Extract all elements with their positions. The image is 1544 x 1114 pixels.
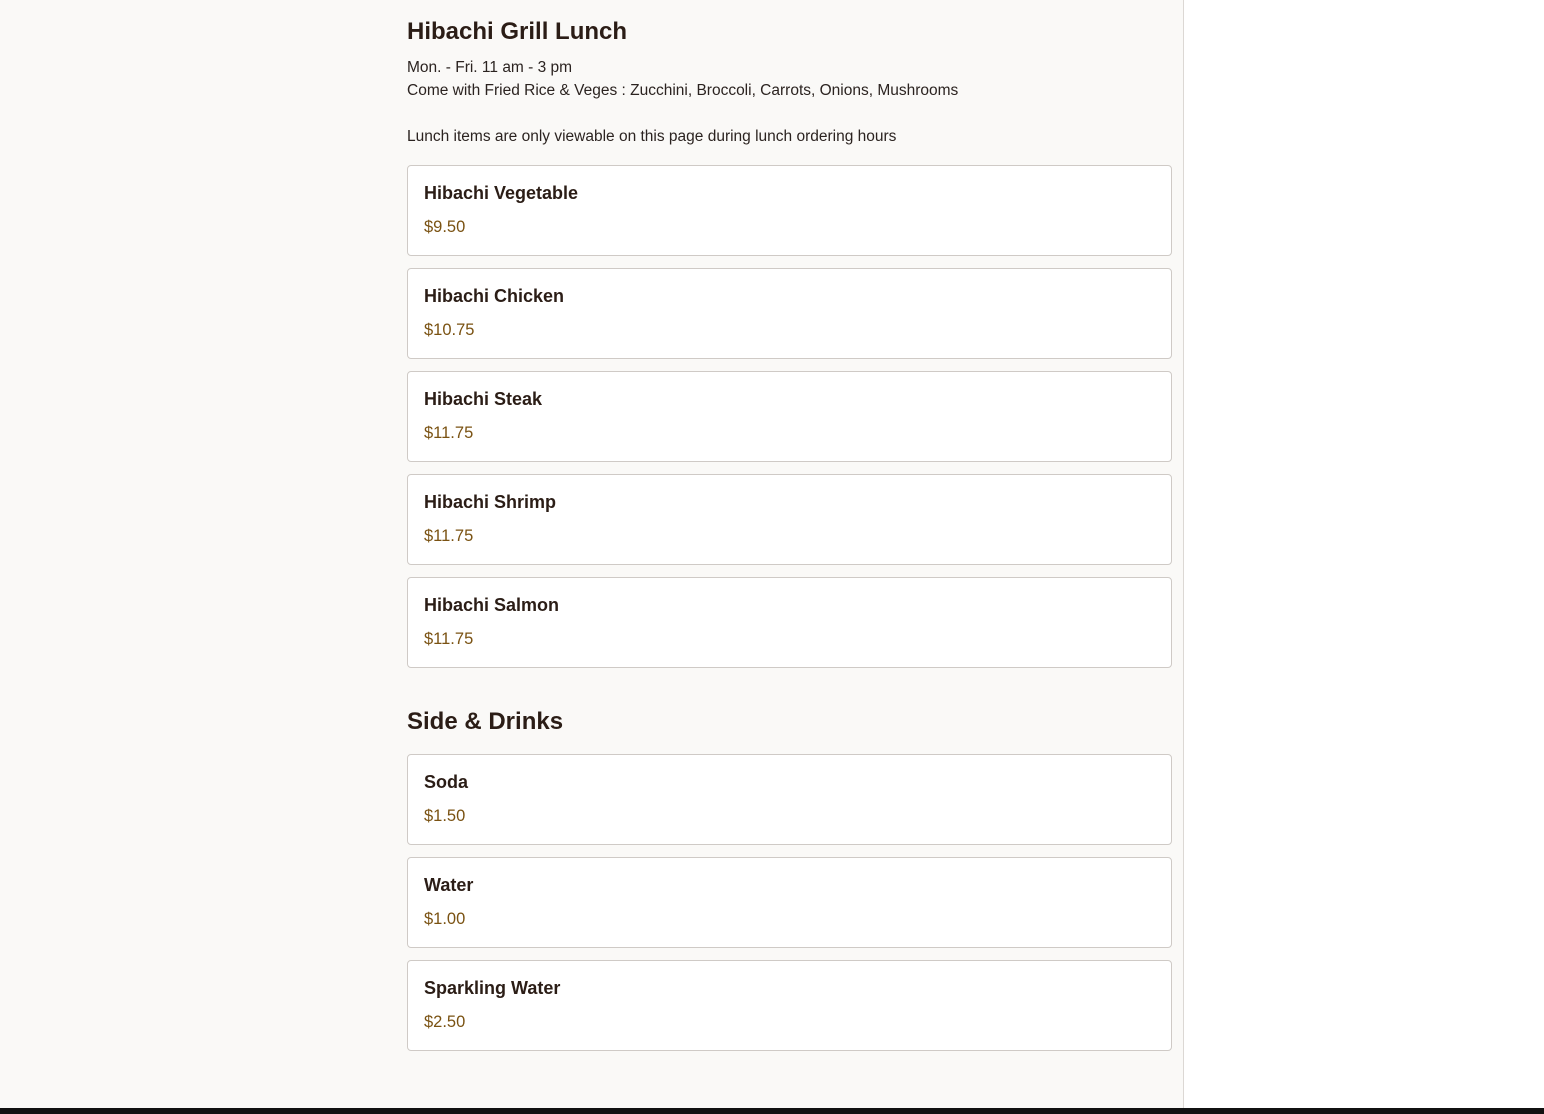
section-description-lunch xyxy=(407,56,1172,148)
lunch-menu-section xyxy=(407,14,1172,668)
bottom-edge-bar xyxy=(0,1108,1544,1114)
lunch-includes-text: Come with Fried Rice & Veges : Zucchini, Broccoli, Carrots, Onions, Mushrooms xyxy=(407,82,959,99)
order-side-panel xyxy=(1183,0,1544,1108)
menu-item-name: Hibachi Chicken xyxy=(424,286,565,306)
menu-item-hibachi-salmon[interactable] xyxy=(407,577,1172,668)
lunch-item-list xyxy=(407,165,1172,668)
section-title-lunch: Hibachi Grill Lunch xyxy=(407,18,628,45)
menu-item-name: Sparkling Water xyxy=(424,978,561,998)
menu-item-name: Hibachi Steak xyxy=(424,389,543,409)
lunch-hours-text: Mon. - Fri. 11 am - 3 pm xyxy=(407,59,573,76)
lunch-availability-note: Lunch items are only viewable on this page during lunch ordering hours xyxy=(407,128,897,145)
menu-item-water[interactable] xyxy=(407,857,1172,948)
drinks-item-list xyxy=(407,754,1172,1051)
menu-item-price: $1.00 xyxy=(424,910,466,928)
menu-item-name: Hibachi Shrimp xyxy=(424,492,557,512)
menu-item-price: $11.75 xyxy=(424,527,474,545)
menu-item-price: $2.50 xyxy=(424,1013,466,1031)
menu-item-name: Soda xyxy=(424,772,469,792)
menu-item-price: $11.75 xyxy=(424,630,474,648)
menu-item-soda[interactable] xyxy=(407,754,1172,845)
menu-item-sparkling-water[interactable] xyxy=(407,960,1172,1051)
section-title-drinks: Side & Drinks xyxy=(407,708,564,735)
menu-content xyxy=(407,14,1172,1063)
menu-item-hibachi-chicken[interactable] xyxy=(407,268,1172,359)
menu-item-price: $9.50 xyxy=(424,218,466,236)
menu-item-price: $10.75 xyxy=(424,321,475,339)
menu-item-hibachi-steak[interactable] xyxy=(407,371,1172,462)
drinks-menu-section xyxy=(407,704,1172,1051)
menu-item-name: Hibachi Salmon xyxy=(424,595,560,615)
description-spacer xyxy=(407,102,1172,125)
menu-item-price: $11.75 xyxy=(424,424,474,442)
menu-item-price: $1.50 xyxy=(424,807,466,825)
menu-item-name: Hibachi Vegetable xyxy=(424,183,579,203)
menu-item-hibachi-vegetable[interactable] xyxy=(407,165,1172,256)
menu-item-hibachi-shrimp[interactable] xyxy=(407,474,1172,565)
menu-item-name: Water xyxy=(424,875,474,895)
